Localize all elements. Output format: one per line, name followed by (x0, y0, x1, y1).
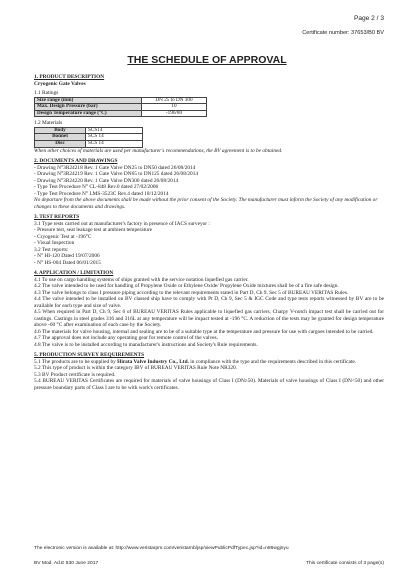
table-cell-label: Size range (mm) (35, 97, 142, 104)
footer-page-count: This certificate consists of 3 page(s) (305, 561, 384, 566)
section-5-heading: 5. PRODUCTION SURVEY REQUIREMENTS (34, 352, 145, 359)
paragraph-text: in compliance with the type and the requirements described in this certificate. (188, 358, 357, 365)
paragraph: 4.4 The valve intended to be installed on BV classed ship have to comply with Pt D, Ch 9, Sec 5 & IGC Code and type tests reports witnessed by BV are to be available for each type and size of valve. (34, 296, 384, 309)
product-name: Cryogenic Gate Valves (34, 80, 86, 87)
paragraph: 4.8 The valve is to be installed according to manufacturer's instructions and Society's Rule requirements. (34, 341, 258, 348)
schedule-body (34, 74, 384, 391)
materials-table (34, 127, 143, 148)
table-row (35, 140, 143, 147)
table-cell-value: 10 (142, 104, 207, 111)
table-cell-value: SCS 14 (86, 134, 143, 141)
table-cell-value: -196/80 (142, 110, 207, 117)
paragraph: 4.1 To use on cargo handling systems of ships granted with the service notation liquefied gas carrier. (34, 276, 249, 283)
paragraph: 4.3 The valve belongs to class I pressure piping according to the relevant requirements stated in Part D, Ch 9, Sec 5 of BUREAU VERITAS Rules. (34, 289, 349, 296)
list-item: - Type Test Procedure N° CL-848 Rev.0 dated 27/02/2006 (34, 184, 159, 191)
list-item: - Pressure test, seat leakage test at ambient temperature (34, 227, 152, 234)
paragraph: 5.2 This type of product is within the category IBV of BUREAU VERITAS Rule Note NR320. (34, 365, 238, 372)
list-item: - N° HI-120 Dated 19/07/2006 (34, 253, 100, 260)
paragraph: 4.2 The valve intended to be used for handling of Propylene Oxide or Ethylene Oxide/ Propylene Oxide mixtures shall be of a fire safe design. (34, 283, 339, 290)
materials-note: When other choices of materials are used per manufacturer's recommendations, the BV agreement is to be obtained. (34, 147, 283, 154)
ratings-label: 1.1 Ratings (34, 90, 59, 96)
materials-label: 1.2 Materials (34, 120, 63, 127)
list-item: - Type Test Procedure N° LMS-3523C Rev.4 dated 18/12/2014 (34, 190, 169, 197)
table-cell-label: Bonnet (35, 134, 86, 141)
list-item: 3.1 Type tests carried out at manufacturer's factory in presence of IACS surveyor : (34, 220, 210, 227)
section-4-heading: 4. APPLICATION / LIMITATION (34, 270, 114, 277)
paragraph: 4.7 The approval does not include any operating gear for remote control of the valves. (34, 335, 218, 342)
manufacturer-name: Hirata Valve Industry Co., Ltd. (117, 358, 189, 365)
paragraph: 4.6 The materials for valve housing, internal and sealing are to be of a suitable type at the temperature and pressure for use with cargoes intended to be carried. (34, 328, 374, 335)
list-item: - N° HS-004 Dated 06/01/2015 (34, 259, 101, 266)
list-item: - Cryogenic Test at -196°C (34, 233, 92, 240)
table-cell-label: Max. Design Pressure (bar) (35, 104, 142, 111)
table-cell-value: DN 25 to DN 300 (142, 97, 207, 104)
table-cell-label: Body (35, 127, 86, 134)
section-3-heading: 3. TEST REPORTS (34, 214, 80, 221)
table-cell-label: Disc (35, 140, 86, 147)
list-item: - Drawing N°3R24219 Rev. 1 Gate Valve DN65 to DN125 dated 26/08/2014 (34, 171, 199, 178)
list-item: - Drawing N°3R24220 Rev. 1 Gate Valve DN300 dated 26/08/2014 (34, 177, 179, 184)
table-cell-value: SCS 14 (86, 140, 143, 147)
section-1-heading: 1. PRODUCT DESCRIPTION (34, 74, 105, 80)
certificate-number: Certificate number: 37653/B0 BV (302, 30, 384, 36)
paragraph: 5.3 BV Product certificate is required. (34, 371, 116, 378)
table-row (35, 110, 207, 117)
footer-mod: BV Mod. Ad.E 530 June 2017 (34, 561, 99, 566)
paragraph: 4.5 When required in Part D, Ch 9, Sec 6 of BUREAU VERITAS Rules applicable to liquefied gas carriers, Charpy V-notch impact test shall be carried out for castings. Castings in steel grades 316 and 316L at any temperature will be impact tested at -196 °C. A reduction of the tests may be granted for design temperature above -60 °C after examination of each case by the Society. (34, 309, 384, 329)
section-2-heading: 2. DOCUMENTS AND DRAWINGS (34, 158, 118, 165)
page-number: Page 2 / 3 (353, 15, 384, 22)
list-item: - Visual Inspection (34, 240, 75, 247)
footer-electronic-link: The electronic version is available at: http://www.veristarpm.com/veristarnb/jsp/viewPublicPdfTypec.jsp?id=n86wgjnyu (34, 546, 289, 551)
table-cell-value: SCS14 (86, 127, 143, 134)
list-item: 3.2 Test reports: (34, 246, 69, 253)
documents-note: No departure from the above documents shall be made without the prior consent of the Society. The manufacturer must inform the Society of any modification or changes to these documents and drawings. (34, 197, 378, 210)
ratings-table (34, 97, 207, 118)
table-cell-label: Design Temperature range (°C) (35, 110, 142, 117)
paragraph-text: 5.1 The products are to be supplied by (34, 358, 118, 365)
list-item: - Drawing N°3R24218 Rev. 1 Gate Valve DN25 to DN50 dated 26/08/2014 (34, 164, 196, 171)
paragraph: 5.4 BUREAU VERITAS Certificates are required for materials of valve housings of Class I (DN≥50). Materials of valve housings of Class I (DN<50) and other pressure boundary parts of Class I are to be with work's certificates. (34, 378, 384, 391)
page-title: THE SCHEDULE OF APPROVAL (127, 54, 287, 66)
